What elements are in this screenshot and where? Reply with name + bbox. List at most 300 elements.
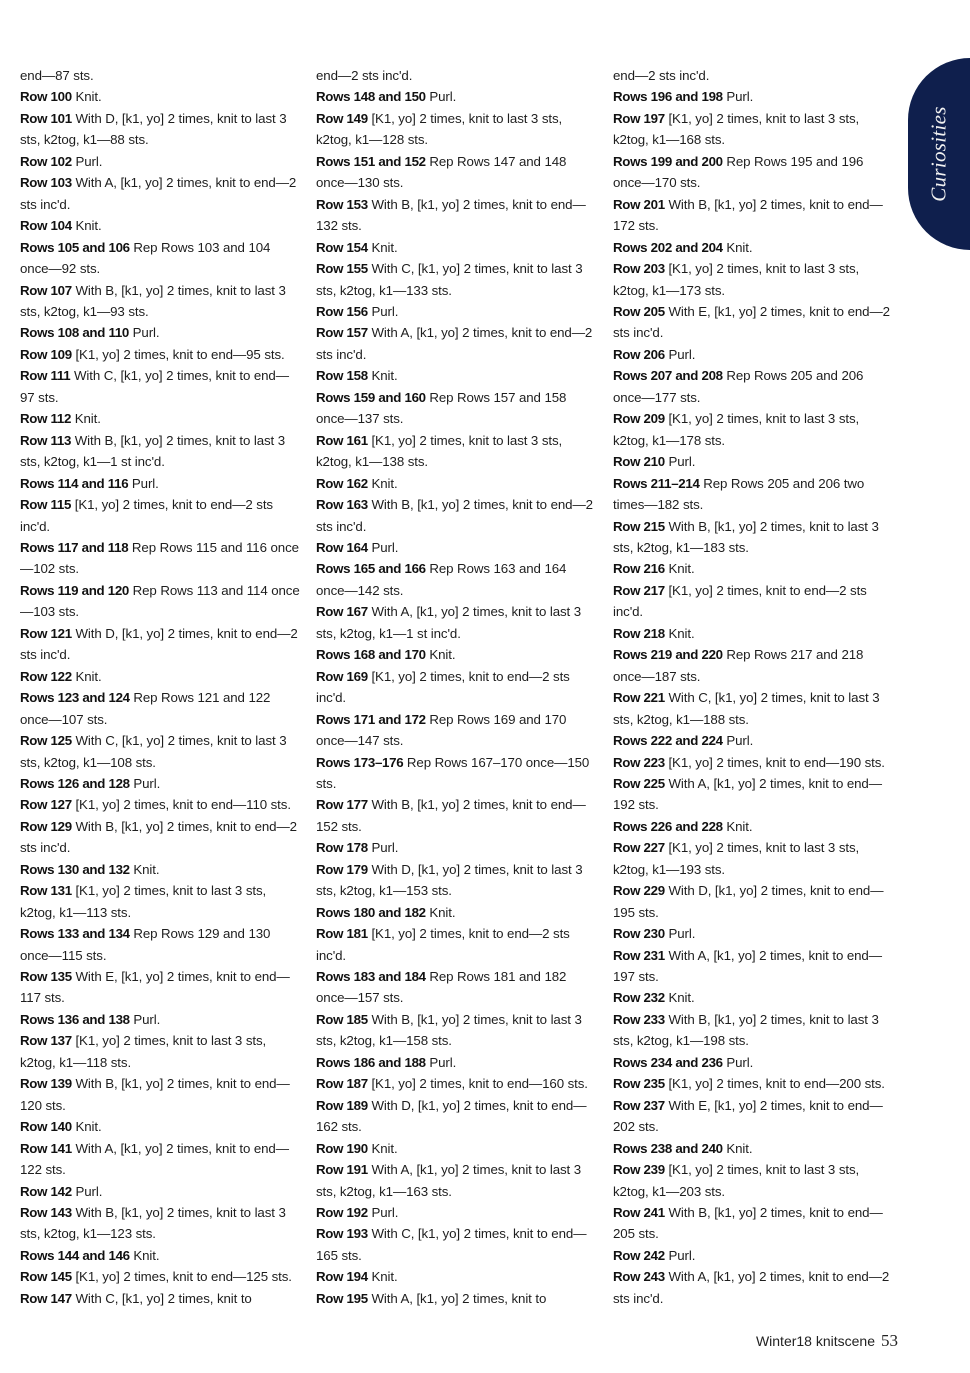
row-instruction: With A, [k1, yo] 2 times, knit to end—2 sts inc'd. [613,1269,890,1306]
instruction-entry [613,408,895,451]
row-label: Row 229 [613,883,665,899]
instruction-entry [20,794,302,815]
instruction-entry [613,752,895,773]
row-label: Row 178 [316,840,368,856]
instruction-entry [20,773,302,794]
row-instruction: With B, [k1, yo] 2 times, knit to last 3 sts, k2tog, k1—1 st inc'd. [20,432,286,470]
row-label: Rows 136 and 138 [20,1011,130,1027]
row-instruction: Purl. [129,1011,161,1027]
instruction-entry [20,666,302,687]
row-instruction: [K1, yo] 2 times, knit to last 3 sts, k2tog, k1—113 sts. [20,883,267,920]
row-label: Rows 148 and 150 [316,89,426,105]
row-instruction: With A, [k1, yo] 2 times, knit to [367,1290,547,1306]
row-label: Rows 199 and 200 [613,153,723,169]
instruction-entry [316,537,598,558]
row-instruction: [K1, yo] 2 times, knit to end—125 sts. [71,1269,292,1285]
row-label: Row 157 [316,325,368,341]
instruction-entry [20,215,302,236]
instruction-entry [20,1245,302,1266]
instruction-entry [613,644,895,687]
row-instruction: With A, [k1, yo] 2 times, knit to end—197 sts. [613,947,882,985]
row-label: Row 155 [316,261,368,277]
instruction-entry [316,709,598,752]
row-label: Row 241 [613,1205,665,1221]
instruction-entry [613,1138,895,1159]
row-label: Row 139 [20,1076,72,1092]
row-label: Rows 144 and 146 [20,1247,130,1263]
instruction-entry [316,1202,598,1223]
row-instruction: Purl. [425,1054,457,1070]
row-instruction: Purl. [664,346,696,362]
instruction-entry [613,1266,895,1309]
instruction-entry [20,494,302,537]
row-instruction: Rep Rows 129 and 130 once—115 sts. [20,926,271,963]
row-label: Row 154 [316,239,368,255]
instruction-entry [20,1116,302,1137]
row-label: Row 149 [316,110,368,126]
instruction-entry [20,687,302,730]
row-instruction: With C, [k1, yo] 2 times, knit to last 3 sts, k2tog, k1—108 sts. [20,733,287,770]
row-label: Row 218 [613,625,665,641]
row-label: Row 216 [613,561,665,577]
instructions-column-1 [20,65,302,1309]
instruction-entry [20,816,302,859]
instruction-entry [20,730,302,773]
row-instruction: [K1, yo] 2 times, knit to end—2 sts inc'd. [613,582,867,620]
row-label: Row 100 [20,89,72,105]
row-label: Row 162 [316,475,368,491]
row-instruction: Rep Rows 205 and 206 two times—182 sts. [613,475,865,513]
instruction-entry [316,1266,598,1287]
row-instruction: With A, [k1, yo] 2 times, knit to end—192 sts. [613,775,882,813]
row-instruction: With A, [k1, yo] 2 times, knit to last 3 sts, k2tog, k1—1 st inc'd. [316,604,582,641]
instruction-entry [613,837,895,880]
row-label: Rows 186 and 188 [316,1054,426,1070]
row-instruction: Purl. [722,1054,754,1070]
row-label: Row 179 [316,861,368,877]
instruction-entry [20,322,302,343]
row-label: Row 177 [316,797,368,813]
row-instruction: With B, [k1, yo] 2 times, knit to end—152 sts. [316,797,586,834]
instruction-entry [316,1095,598,1138]
row-instruction: Purl. [71,1183,103,1199]
instruction-entry [613,151,895,194]
row-instruction: With D, [k1, yo] 2 times, knit to end—2 sts inc'd. [20,625,298,663]
row-label: Rows 117 and 118 [20,539,129,555]
instruction-entry [20,151,302,172]
instruction-entry [316,151,598,194]
row-label: Rows 165 and 166 [316,561,426,577]
row-instruction: Rep Rows 205 and 206 once—177 sts. [613,368,864,405]
row-label: Rows 119 and 120 [20,582,130,598]
row-label: Row 107 [20,282,72,298]
row-instruction: With A, [k1, yo] 2 times, knit to end—122 sts. [20,1140,289,1178]
instruction-entry [20,537,302,580]
row-instruction: Knit. [71,218,102,234]
row-instruction: With C, [k1, yo] 2 times, knit to end—97 sts. [20,368,289,405]
instruction-entry [613,945,895,988]
row-instruction: Knit. [367,1269,398,1285]
instruction-entry [613,1095,895,1138]
row-instruction: Purl. [71,153,103,169]
row-label: Row 167 [316,604,368,620]
row-instruction: [K1, yo] 2 times, knit to end—2 sts inc'd. [316,926,570,963]
instruction-entry [316,601,598,644]
row-instruction: Purl. [129,325,160,341]
instruction-entry [20,1073,302,1116]
row-instruction: end—2 sts inc'd. [316,68,413,83]
instruction-entry [316,65,598,86]
row-instruction: With A, [k1, yo] 2 times, knit to last 3 sts, k2tog, k1—163 sts. [316,1162,582,1199]
instruction-entry [613,580,895,623]
instruction-entry [613,687,895,730]
row-instruction: [K1, yo] 2 times, knit to last 3 sts, k2tog, k1—173 sts. [613,261,860,298]
row-instruction: Rep Rows 167–170 once—150 sts. [316,754,590,791]
instructions-column-2 [316,65,598,1309]
row-instruction: With B, [k1, yo] 2 times, knit to last 3 sts, k2tog, k1—183 sts. [613,518,879,555]
row-instruction: Rep Rows 217 and 218 once—187 sts. [613,647,864,684]
instruction-entry [20,1030,302,1073]
instruction-entry [20,623,302,666]
instruction-entry [20,408,302,429]
row-label: Rows 108 and 110 [20,325,130,341]
instruction-entry [316,1159,598,1202]
row-instruction: Knit. [722,1140,753,1156]
row-instruction: With B, [k1, yo] 2 times, knit to last 3 sts, k2tog, k1—93 sts. [20,282,286,319]
row-instruction: Knit. [722,818,753,834]
instruction-entry [316,558,598,601]
instruction-entry [613,1052,895,1073]
row-instruction: [K1, yo] 2 times, knit to last 3 sts, k2tog, k1—203 sts. [613,1162,860,1199]
instruction-entry [20,1288,302,1309]
row-instruction: With E, [k1, yo] 2 times, knit to end—2 sts inc'd. [613,303,890,341]
instruction-entry [20,1266,302,1287]
instruction-entry [20,237,302,280]
row-instruction: [K1, yo] 2 times, knit to end—200 sts. [664,1076,885,1092]
instruction-entry [20,430,302,473]
instruction-entry [316,258,598,301]
instruction-entry [613,516,895,559]
row-label: Row 143 [20,1205,72,1221]
row-instruction: [K1, yo] 2 times, knit to end—2 sts inc'd. [20,497,273,534]
row-instruction: Purl. [722,733,754,749]
row-instruction: end—87 sts. [20,68,94,83]
row-instruction: [K1, yo] 2 times, knit to last 3 sts, k2tog, k1—128 sts. [316,110,563,148]
page-number: 53 [881,1331,898,1350]
row-label: Row 189 [316,1097,368,1113]
row-instruction: With E, [k1, yo] 2 times, knit to end—117 sts. [20,969,290,1006]
row-instruction: With D, [k1, yo] 2 times, knit to end—195 sts. [613,883,884,920]
row-instruction: Rep Rows 169 and 170 once—147 sts. [316,711,567,749]
section-tab [908,58,970,250]
row-instruction: With B, [k1, yo] 2 times, knit to end—120 sts. [20,1076,290,1113]
row-label: Row 163 [316,497,368,513]
row-instruction: With E, [k1, yo] 2 times, knit to end—202 sts. [613,1097,883,1135]
row-label: Row 235 [613,1076,665,1092]
instruction-entry [613,558,895,579]
row-instruction: Rep Rows 103 and 104 once—92 sts. [20,239,271,277]
row-instruction: Rep Rows 163 and 164 once—142 sts. [316,561,567,598]
instruction-entry [613,301,895,344]
instruction-entry [316,494,598,537]
instruction-entry [613,258,895,301]
row-label: Row 194 [316,1269,368,1285]
row-instruction: [K1, yo] 2 times, knit to end—110 sts. [71,797,291,813]
row-label: Rows 130 and 132 [20,861,130,877]
row-label: Row 135 [20,969,72,985]
row-instruction: Rep Rows 121 and 122 once—107 sts. [20,690,271,727]
row-instruction: With C, [k1, yo] 2 times, knit to last 3 sts, k2tog, k1—133 sts. [316,261,583,298]
instruction-entry [20,344,302,365]
row-instruction: Knit. [129,1247,160,1263]
instruction-entry [613,86,895,107]
instruction-entry [316,1288,598,1309]
row-instruction: [K1, yo] 2 times, knit to last 3 sts, k2tog, k1—193 sts. [613,840,860,877]
row-label: Rows 159 and 160 [316,389,426,405]
row-label: Row 131 [20,883,72,899]
instructions-column-3 [613,65,895,1309]
row-instruction: With C, [k1, yo] 2 times, knit to [71,1290,252,1306]
row-label: Row 156 [316,303,368,319]
row-instruction: [K1, yo] 2 times, knit to last 3 sts, k2tog, k1—178 sts. [613,411,860,448]
row-instruction: Rep Rows 181 and 182 once—157 sts. [316,969,567,1006]
instruction-entry [316,837,598,858]
row-label: Row 227 [613,840,665,856]
instruction-entry [20,580,302,623]
row-instruction: With A, [k1, yo] 2 times, knit to end—2 sts inc'd. [20,175,297,212]
row-label: Row 181 [316,926,368,942]
row-label: Row 191 [316,1162,368,1178]
row-instruction: With B, [k1, yo] 2 times, knit to last 3 sts, k2tog, k1—158 sts. [316,1011,582,1049]
instruction-entry [316,322,598,365]
instruction-entry [613,1159,895,1202]
row-label: Row 223 [613,754,665,770]
row-label: Rows 234 and 236 [613,1054,723,1070]
row-instruction: Knit. [367,475,398,491]
instruction-entry [316,387,598,430]
row-instruction: Knit. [129,861,160,877]
row-label: Rows 180 and 182 [316,904,426,920]
row-label: Rows 173–176 [316,754,404,770]
row-instruction: With D, [k1, yo] 2 times, knit to last 3 sts, k2tog, k1—153 sts. [316,861,583,899]
row-label: Row 190 [316,1140,368,1156]
row-instruction: end—2 sts inc'd. [613,68,710,83]
row-instruction: Purl. [722,89,754,105]
instruction-entry [316,794,598,837]
row-instruction: Knit. [71,1119,102,1135]
instruction-entry [20,923,302,966]
row-instruction: Rep Rows 195 and 196 once—170 sts. [613,153,864,191]
row-label: Row 201 [613,196,665,212]
row-label: Rows 105 and 106 [20,239,130,255]
instruction-entry [20,1009,302,1030]
instruction-entry [20,1181,302,1202]
row-label: Row 142 [20,1183,72,1199]
instruction-entry [316,237,598,258]
instruction-entry [316,1223,598,1266]
row-label: Row 109 [20,346,72,362]
row-label: Row 215 [613,518,665,534]
row-instruction: [K1, yo] 2 times, knit to end—160 sts. [367,1076,588,1092]
instruction-entry [20,1202,302,1245]
instruction-entry [316,1073,598,1094]
instruction-entry [20,880,302,923]
row-label: Row 104 [20,218,72,234]
section-tab-label: Curiosities [926,106,951,202]
instruction-entry [20,86,302,107]
row-instruction: Purl. [664,1247,696,1263]
instruction-entry [20,280,302,323]
instruction-entry [20,108,302,151]
row-label: Row 232 [613,990,665,1006]
row-label: Row 115 [20,497,72,513]
instruction-entry [316,301,598,322]
instruction-entry [316,473,598,494]
row-label: Row 161 [316,432,368,448]
row-label: Rows 219 and 220 [613,647,723,663]
row-instruction: With D, [k1, yo] 2 times, knit to end—162 sts. [316,1097,587,1135]
footer-issue: Winter18 knitscene [755,1333,875,1349]
row-instruction: Knit. [71,668,102,684]
row-instruction: Purl. [367,840,399,856]
instruction-entry [316,86,598,107]
row-label: Rows 151 and 152 [316,153,426,169]
row-instruction: [K1, yo] 2 times, knit to last 3 sts, k2tog, k1—138 sts. [316,432,563,470]
row-instruction: [K1, yo] 2 times, knit to end—190 sts. [664,754,885,770]
row-instruction: Purl. [367,1205,399,1221]
row-label: Row 169 [316,668,368,684]
row-label: Rows 123 and 124 [20,690,130,706]
instruction-entry [316,1009,598,1052]
row-label: Row 225 [613,775,665,791]
instruction-entry [613,473,895,516]
row-instruction: With B, [k1, yo] 2 times, knit to end—172 sts. [613,196,883,234]
instruction-entry [316,666,598,709]
row-instruction: [K1, yo] 2 times, knit to last 3 sts, k2tog, k1—118 sts. [20,1033,267,1070]
instruction-entry [316,365,598,386]
instruction-entry [613,1202,895,1245]
row-label: Row 145 [20,1269,72,1285]
row-label: Rows 114 and 116 [20,475,129,491]
row-instruction: Knit. [367,239,398,255]
row-instruction: Purl. [129,775,161,791]
row-label: Row 203 [613,261,665,277]
row-instruction: With B, [k1, yo] 2 times, knit to end—205 sts. [613,1205,883,1242]
instruction-entry [613,816,895,837]
row-label: Row 113 [20,432,72,448]
row-label: Row 121 [20,625,72,641]
row-instruction: With C, [k1, yo] 2 times, knit to end—165 sts. [316,1226,587,1263]
instruction-entry [316,923,598,966]
row-instruction: Purl. [367,539,399,555]
row-instruction: Knit. [664,625,695,641]
instruction-entry [613,730,895,751]
row-label: Row 187 [316,1076,368,1092]
row-instruction: Purl. [367,303,399,319]
row-label: Rows 196 and 198 [613,89,723,105]
row-label: Row 210 [613,454,665,470]
instruction-entry [316,644,598,665]
row-instruction: Purl. [664,454,696,470]
row-label: Rows 171 and 172 [316,711,426,727]
instruction-entry [613,987,895,1008]
row-label: Rows 183 and 184 [316,969,426,985]
instruction-entry [20,1138,302,1181]
row-instruction: With B, [k1, yo] 2 times, knit to last 3 sts, k2tog, k1—123 sts. [20,1205,286,1242]
instruction-entry [613,237,895,258]
row-instruction: Knit. [664,990,695,1006]
row-label: Row 205 [613,303,665,319]
row-label: Row 231 [613,947,665,963]
row-instruction: Knit. [425,904,456,920]
row-instruction: Rep Rows 113 and 114 once—103 sts. [20,582,300,620]
instruction-entry [613,623,895,644]
row-label: Row 127 [20,797,72,813]
instruction-entry [20,365,302,408]
row-label: Row 193 [316,1226,368,1242]
row-label: Row 140 [20,1119,72,1135]
row-instruction: [K1, yo] 2 times, knit to last 3 sts, k2tog, k1—168 sts. [613,110,860,148]
instruction-entry [20,473,302,494]
row-instruction: [K1, yo] 2 times, knit to end—95 sts. [71,346,285,362]
instruction-entry [316,430,598,473]
row-label: Row 153 [316,196,368,212]
row-label: Row 192 [316,1205,368,1221]
instruction-entry [316,1052,598,1073]
row-instruction: Purl. [128,475,159,491]
row-instruction: With B, [k1, yo] 2 times, knit to last 3 sts, k2tog, k1—198 sts. [613,1011,879,1049]
row-label: Rows 222 and 224 [613,733,723,749]
instruction-entry [613,108,895,151]
row-label: Row 122 [20,668,72,684]
row-label: Row 141 [20,1140,72,1156]
row-label: Row 101 [20,110,72,126]
instruction-entry [613,344,895,365]
row-label: Row 129 [20,818,72,834]
instruction-entry [613,451,895,472]
row-instruction: Purl. [425,89,457,105]
instruction-entry [613,923,895,944]
instruction-entry [316,752,598,795]
row-instruction: With B, [k1, yo] 2 times, knit to end—2 sts inc'd. [20,818,297,856]
row-label: Row 233 [613,1011,665,1027]
row-label: Rows 207 and 208 [613,368,723,384]
row-label: Row 230 [613,926,665,942]
instruction-entry [613,773,895,816]
row-label: Row 112 [20,411,72,427]
instruction-entry [316,859,598,902]
row-label: Row 111 [20,368,71,384]
row-label: Row 185 [316,1011,368,1027]
row-label: Row 217 [613,582,665,598]
row-instruction: Rep Rows 147 and 148 once—130 sts. [316,153,567,191]
instruction-entry [613,880,895,923]
row-label: Row 206 [613,346,665,362]
instruction-entry [20,172,302,215]
instruction-entry [613,65,895,86]
instruction-entry [316,902,598,923]
row-label: Rows 238 and 240 [613,1140,723,1156]
instruction-entry [613,1009,895,1052]
row-instruction: Knit. [367,368,398,384]
row-instruction: [K1, yo] 2 times, knit to end—2 sts inc'd. [316,668,570,706]
row-instruction: Knit. [71,89,102,105]
row-label: Row 239 [613,1162,665,1178]
row-label: Rows 168 and 170 [316,647,426,663]
row-instruction: Purl. [664,926,696,942]
row-instruction: With B, [k1, yo] 2 times, knit to end—132 sts. [316,196,586,234]
row-label: Row 197 [613,110,665,126]
